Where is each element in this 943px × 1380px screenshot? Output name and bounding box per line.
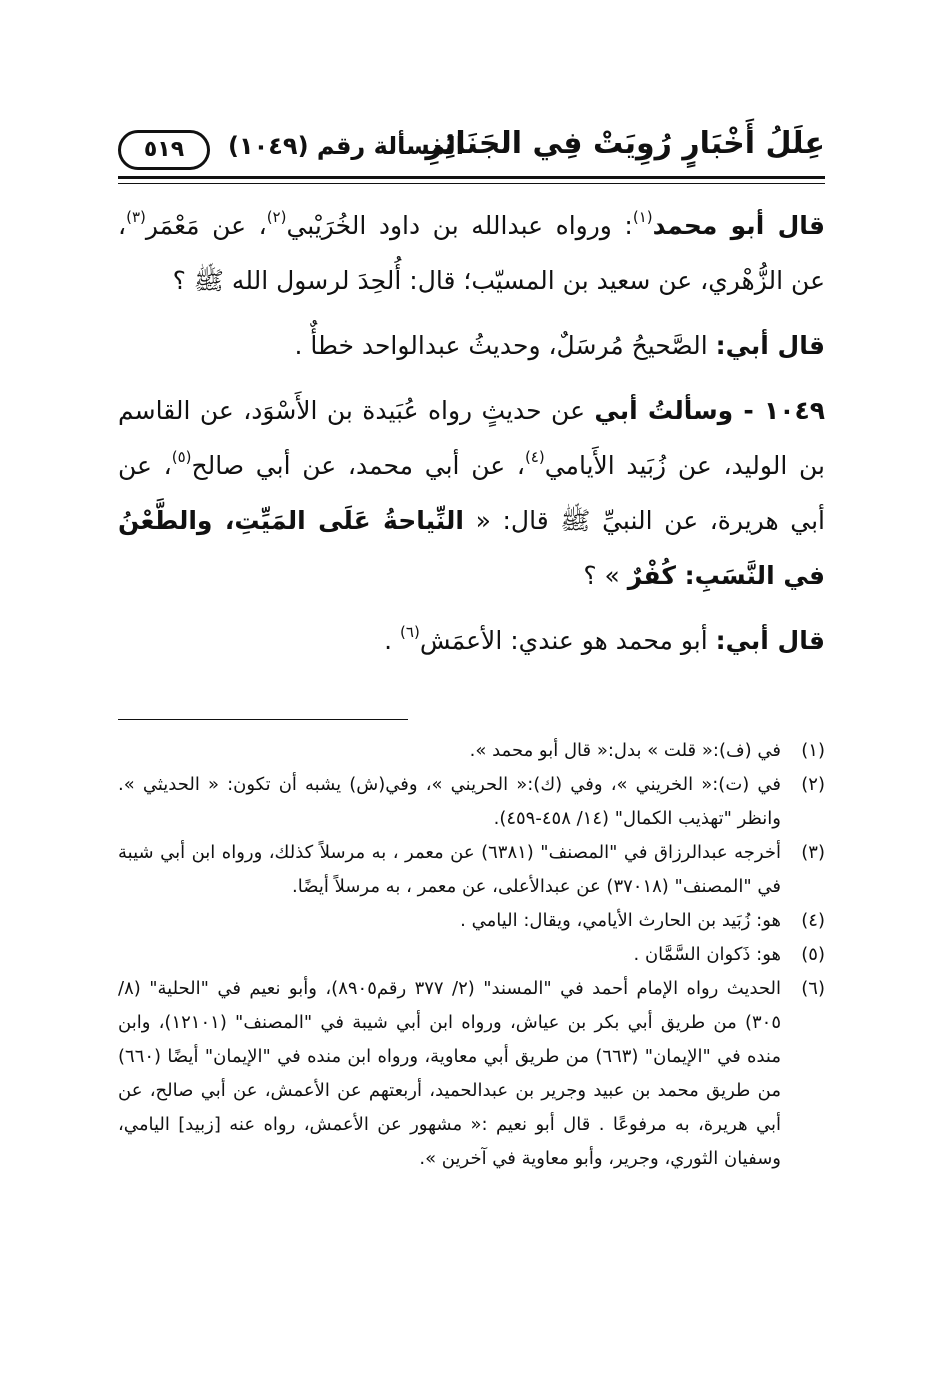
footnote-ref-3: (٣) bbox=[126, 208, 146, 226]
footnote-text: في (ت):« الخريني »، وفي (ك):« الحريني »، وفي(ش) يشبه أن تكون: « الحديثي ». وانظر "تهذيب الكمال" (١٤/ ٤٥٨-٤٥٩). bbox=[118, 774, 781, 829]
footnote-text: في (ف):« قلت » بدل:« قال أبو محمد ». bbox=[469, 740, 781, 761]
footnote-text: أخرجه عبدالرزاق في "المصنف" (٦٣٨١) عن معمر ، به مرسلاً كذلك، ورواه ابن أبي شيبة في "المصنف" (٣٧٠١٨) عن عبدالأعلى، عن معمر ، به مرسلاً أيضًا. bbox=[118, 842, 781, 897]
issue-label: المسألة رقم (١٠٤٩) bbox=[228, 132, 464, 160]
paragraph-text: » ؟ bbox=[583, 561, 628, 590]
speaker-label: قال أبي: bbox=[715, 331, 825, 360]
paragraph-text: ، عن مَعْمَر bbox=[145, 211, 267, 240]
paragraph-3 bbox=[118, 383, 825, 603]
footnote-ref-1: (١) bbox=[632, 208, 653, 226]
paragraph-text: ، عن أبي محمد، عن أبي صالح bbox=[191, 451, 525, 480]
footnote-separator bbox=[118, 719, 408, 720]
main-text bbox=[118, 198, 825, 668]
header-rule-thin bbox=[118, 183, 825, 184]
footnote-number: (٤) bbox=[801, 910, 825, 931]
paragraph-text: أبو محمد هو عندي: الأعمَش bbox=[419, 626, 716, 655]
paragraph-1 bbox=[118, 198, 825, 308]
page-number-badge: ٥١٩ bbox=[118, 130, 210, 170]
header-rule-thick bbox=[118, 176, 825, 179]
footnote-ref-6: (٦) bbox=[400, 623, 420, 641]
footnote-number: (٥) bbox=[801, 944, 825, 965]
footnote-4 bbox=[118, 904, 825, 938]
footnote-number: (٦) bbox=[801, 978, 825, 999]
paragraph-4 bbox=[118, 613, 825, 668]
paragraph-text: الصَّحيحُ مُرسَلٌ، وحديثُ عبدالواحد خطأٌ . bbox=[294, 331, 716, 360]
footnote-text: هو: زُبَيد بن الحارث الأيامي، ويقال: اليامي . bbox=[460, 910, 781, 931]
footnote-text: هو: ذَكوان السَّمَّان . bbox=[633, 944, 781, 965]
footnote-number: (٢) bbox=[801, 774, 825, 795]
hadith-text: النِّياحةُ عَلَى المَيِّتِ، والطَّعْنُ في النَّسَبِ: كُفْرٌ bbox=[118, 506, 825, 590]
paragraph-text: . bbox=[384, 626, 401, 655]
page-header bbox=[118, 118, 825, 178]
footnote-ref-4: (٤) bbox=[524, 448, 545, 466]
paragraph-text: عن حديثٍ رواه عُبَيدة بن الأَسْوَد، عن القاسم بن الوليد، عن زُبَيد الأَيامي bbox=[118, 396, 825, 480]
footnote-ref-2: (٢) bbox=[266, 208, 287, 226]
footnote-ref-5: (٥) bbox=[171, 448, 192, 466]
footnote-3 bbox=[118, 836, 825, 904]
footnote-text: الحديث رواه الإمام أحمد في "المسند" (٢/ ٣٧٧ رقم٨٩٠٥)، وأبو نعيم في "الحلية" (٨/ ٣٠٥) من طريق أبي بكر بن عياش، ورواه ابن أبي شيبة في "المصنف" (١٢١٠١)، وابن منده في "الإيمان" (٦٦٣) من طريق أبي معاوية، ورواه ابن منده في "الإيمان" أيضًا (٦٦٠) من طريق محمد بن عبيد وجرير بن عبدالحميد، أربعتهم عن الأعمش، عن أبي صالح، عن أبي هريرة، به مرفوعًا . قال أبو نعيم :« مشهور عن الأعمش، رواه عنه [زبيد] اليامي، وسفيان الثوري، وجرير، وأبو معاوية في آخرين ». bbox=[118, 978, 782, 1169]
footnote-number: (١) bbox=[801, 740, 825, 761]
footnote-6 bbox=[118, 972, 825, 1176]
footnote-1 bbox=[118, 734, 825, 768]
footnotes bbox=[118, 734, 825, 1176]
speaker-label: قال أبي: bbox=[715, 626, 825, 655]
footnote-number: (٣) bbox=[801, 842, 825, 863]
speaker-label: قال أبو محمد bbox=[652, 211, 826, 240]
book-title: عِلَلُ أَخْبَارٍ رُوِيَتْ فِي الجَنَائِزِ bbox=[425, 126, 825, 161]
paragraph-2 bbox=[118, 318, 825, 373]
paragraph-text: ، عن أبي هريرة، عن النبيِّ ﷺ قال: « bbox=[118, 451, 825, 535]
issue-heading: ١٠٤٩ - وسألتُ أبي bbox=[594, 396, 825, 425]
footnote-5 bbox=[118, 938, 825, 972]
paragraph-text: : ورواه عبدالله بن داود الخُرَيْبي bbox=[286, 211, 633, 240]
footnote-2 bbox=[118, 768, 825, 836]
paragraph-text: ، عن الزُّهْري، عن سعيد بن المسيّب؛ قال: أُلحِدَ لرسول الله ﷺ ؟ bbox=[118, 211, 825, 295]
